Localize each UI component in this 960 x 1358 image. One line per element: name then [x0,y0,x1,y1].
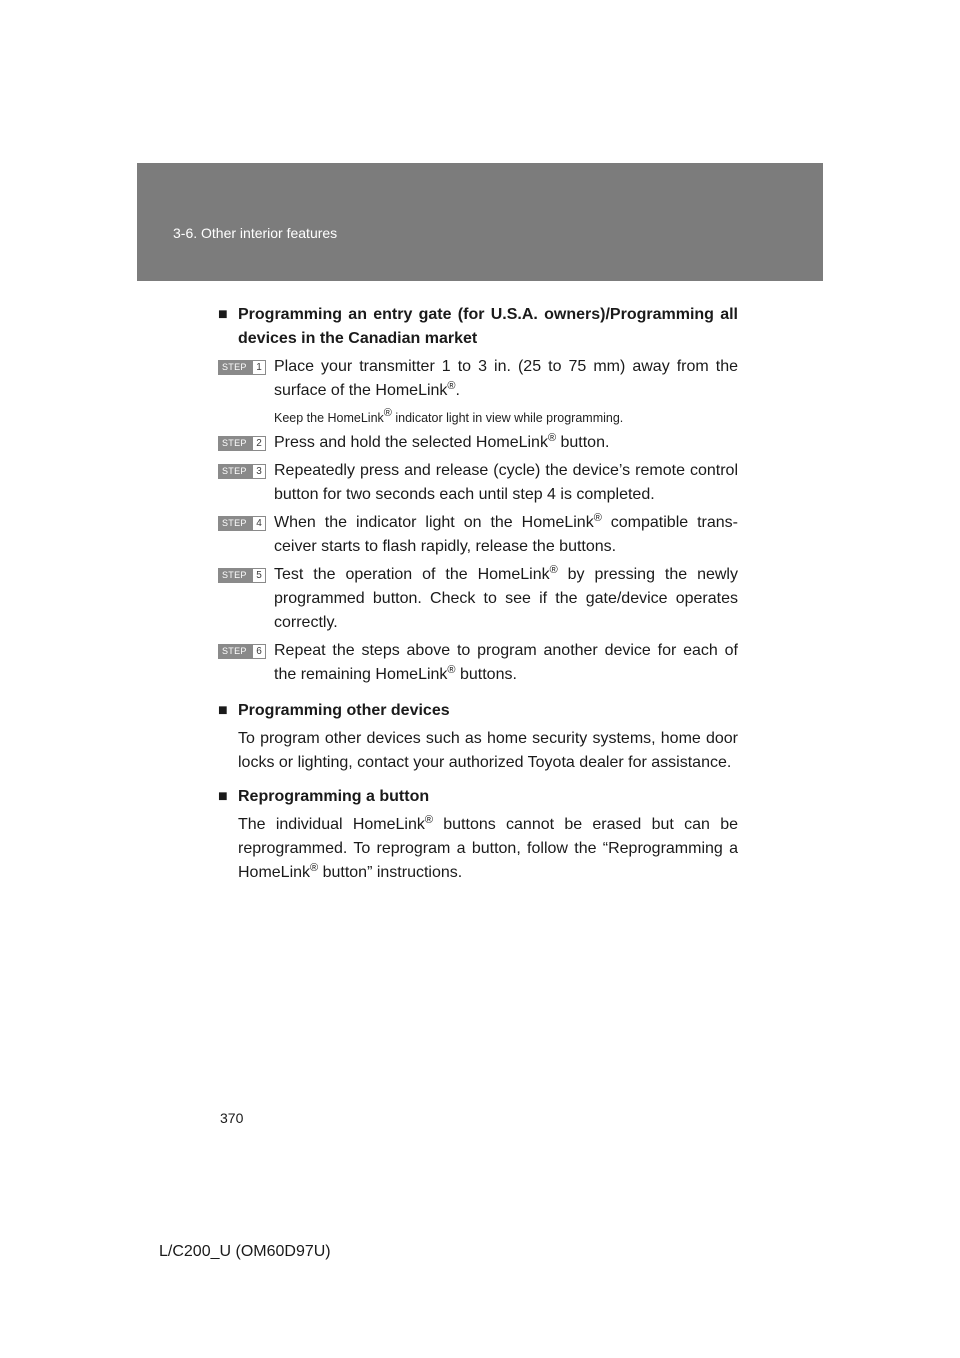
section-heading-reprogramming [218,785,738,809]
footer-code: L/C200_U (OM60D97U) [159,1243,331,1260]
step-note: Keep the HomeLink® indicator light in view while programming. [274,407,624,425]
section-title: 3-6. Other interior features [173,225,338,241]
square-bullet-icon: ■ [218,306,228,323]
step-5: STEP 5 Test the operation of the HomeLink® by pressing the newly programmed button. Check to see if the gate/device operates correctly. [218,563,738,635]
registered-mark-icon: ® [424,814,433,826]
step-badge: STEP 1 [218,360,266,375]
page-content [218,303,738,895]
step-badge: STEP 5 [218,568,266,583]
step-2: STEP 2 Press and hold the selected HomeLink® button. [218,431,738,455]
other-devices-text: To program other devices such as home security systems, home door locks or lighting, contact your authorized Toyota dealer for assistance. [238,730,738,771]
heading-text: Programming an entry gate (for U.S.A. owners)/Programming all devices in the Canadian market [238,306,738,347]
registered-mark-icon: ® [383,407,392,419]
step-3: STEP 3 Repeatedly press and release (cycle) the device’s remote control button for two seconds each until step 4 is completed. [218,459,738,507]
registered-mark-icon: ® [447,664,456,676]
square-bullet-icon: ■ [218,788,228,805]
registered-mark-icon: ® [310,862,319,874]
registered-mark-icon: ® [447,380,456,392]
heading-text: Programming other devices [238,702,450,719]
step-1: STEP 1 Place your transmitter 1 to 3 in. (25 to 75 mm) away from the surface of the HomeLink®. Keep the HomeLink® indicator light in view while programming. [218,355,738,427]
registered-mark-icon: ® [593,512,602,524]
step-badge: STEP 4 [218,516,266,531]
page-number: 370 [220,1110,244,1126]
section-heading-other-devices [218,699,738,723]
step-badge: STEP 3 [218,464,266,479]
square-bullet-icon: ■ [218,702,228,719]
section-heading-entry-gate [218,303,738,351]
step-badge: STEP 2 [218,436,266,451]
chapter-header-bar [137,163,823,281]
step-6: STEP 6 Repeat the steps above to program another device for each of the remaining HomeLink® buttons. [218,639,738,687]
heading-text: Reprogramming a button [238,788,430,805]
reprogramming-text: The individual HomeLink® buttons cannot be erased but can be reprogrammed. To reprogram a button, follow the “Reprogramming a HomeLink® button” instructions. [238,814,739,881]
step-4: STEP 4 When the indicator light on the HomeLink® compatible trans-ceiver starts to flash rapidly, release the buttons. [218,511,738,559]
registered-mark-icon: ® [549,564,558,576]
registered-mark-icon: ® [547,432,557,444]
step-badge: STEP 6 [218,644,266,659]
